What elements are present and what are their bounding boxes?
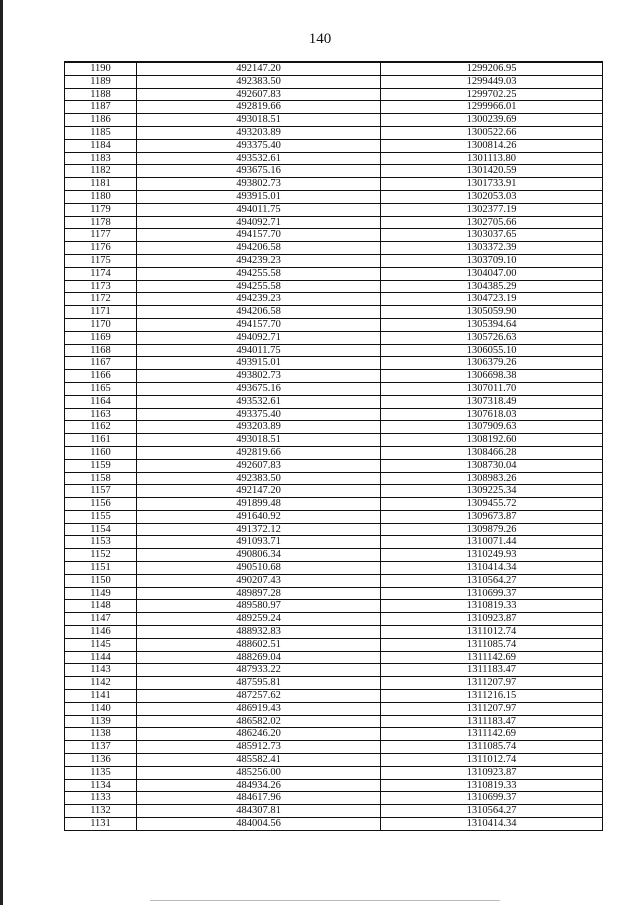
- x-coordinate-cell: 491899.48: [137, 498, 381, 511]
- table-row: [65, 242, 603, 255]
- y-coordinate-cell: 1310819.33: [381, 779, 603, 792]
- x-coordinate-cell: 492383.50: [137, 472, 381, 485]
- point-number-cell: 1182: [65, 165, 137, 178]
- x-coordinate-cell: 489580.97: [137, 600, 381, 613]
- y-coordinate-cell: 1302053.03: [381, 190, 603, 203]
- y-coordinate-cell: 1311085.74: [381, 741, 603, 754]
- point-number-cell: 1151: [65, 562, 137, 575]
- point-number-cell: 1143: [65, 664, 137, 677]
- coordinates-table-body: [65, 62, 603, 830]
- table-row: [65, 229, 603, 242]
- table-row: [65, 254, 603, 267]
- x-coordinate-cell: 492147.20: [137, 485, 381, 498]
- table-row: [65, 280, 603, 293]
- table-row: [65, 446, 603, 459]
- point-number-cell: 1183: [65, 152, 137, 165]
- y-coordinate-cell: 1310564.27: [381, 574, 603, 587]
- point-number-cell: 1155: [65, 510, 137, 523]
- x-coordinate-cell: 492147.20: [137, 62, 381, 75]
- y-coordinate-cell: 1311207.97: [381, 702, 603, 715]
- point-number-cell: 1156: [65, 498, 137, 511]
- point-number-cell: 1154: [65, 523, 137, 536]
- point-number-cell: 1133: [65, 792, 137, 805]
- y-coordinate-cell: 1310071.44: [381, 536, 603, 549]
- point-number-cell: 1172: [65, 293, 137, 306]
- x-coordinate-cell: 493018.51: [137, 434, 381, 447]
- x-coordinate-cell: 486919.43: [137, 702, 381, 715]
- point-number-cell: 1142: [65, 677, 137, 690]
- table-row: [65, 318, 603, 331]
- x-coordinate-cell: 494255.58: [137, 267, 381, 280]
- y-coordinate-cell: 1309673.87: [381, 510, 603, 523]
- table-row: [65, 702, 603, 715]
- point-number-cell: 1163: [65, 408, 137, 421]
- table-row: [65, 114, 603, 127]
- x-coordinate-cell: 494092.71: [137, 331, 381, 344]
- x-coordinate-cell: 494011.75: [137, 203, 381, 216]
- x-coordinate-cell: 493203.89: [137, 126, 381, 139]
- x-coordinate-cell: 484934.26: [137, 779, 381, 792]
- y-coordinate-cell: 1301113.80: [381, 152, 603, 165]
- y-coordinate-cell: 1302377.19: [381, 203, 603, 216]
- table-row: [65, 549, 603, 562]
- x-coordinate-cell: 487933.22: [137, 664, 381, 677]
- y-coordinate-cell: 1299449.03: [381, 75, 603, 88]
- x-coordinate-cell: 493203.89: [137, 421, 381, 434]
- point-number-cell: 1139: [65, 715, 137, 728]
- point-number-cell: 1158: [65, 472, 137, 485]
- y-coordinate-cell: 1310923.87: [381, 613, 603, 626]
- x-coordinate-cell: 493802.73: [137, 370, 381, 383]
- y-coordinate-cell: 1311183.47: [381, 664, 603, 677]
- table-row: [65, 536, 603, 549]
- x-coordinate-cell: 487257.62: [137, 690, 381, 703]
- point-number-cell: 1175: [65, 254, 137, 267]
- table-row: [65, 792, 603, 805]
- x-coordinate-cell: 494206.58: [137, 306, 381, 319]
- x-coordinate-cell: 492607.83: [137, 88, 381, 101]
- table-row: [65, 741, 603, 754]
- y-coordinate-cell: 1299702.25: [381, 88, 603, 101]
- scan-left-edge: [0, 0, 3, 905]
- x-coordinate-cell: 487595.81: [137, 677, 381, 690]
- x-coordinate-cell: 493675.16: [137, 165, 381, 178]
- y-coordinate-cell: 1308466.28: [381, 446, 603, 459]
- y-coordinate-cell: 1310414.34: [381, 818, 603, 831]
- point-number-cell: 1181: [65, 178, 137, 191]
- point-number-cell: 1164: [65, 395, 137, 408]
- table-row: [65, 293, 603, 306]
- table-row: [65, 395, 603, 408]
- point-number-cell: 1186: [65, 114, 137, 127]
- point-number-cell: 1138: [65, 728, 137, 741]
- y-coordinate-cell: 1303372.39: [381, 242, 603, 255]
- x-coordinate-cell: 493675.16: [137, 382, 381, 395]
- point-number-cell: 1176: [65, 242, 137, 255]
- x-coordinate-cell: 493375.40: [137, 139, 381, 152]
- table-row: [65, 421, 603, 434]
- point-number-cell: 1145: [65, 638, 137, 651]
- x-coordinate-cell: 490806.34: [137, 549, 381, 562]
- x-coordinate-cell: 493375.40: [137, 408, 381, 421]
- y-coordinate-cell: 1311012.74: [381, 754, 603, 767]
- y-coordinate-cell: 1300239.69: [381, 114, 603, 127]
- y-coordinate-cell: 1311216.15: [381, 690, 603, 703]
- point-number-cell: 1190: [65, 62, 137, 75]
- point-number-cell: 1187: [65, 101, 137, 114]
- point-number-cell: 1157: [65, 485, 137, 498]
- y-coordinate-cell: 1306379.26: [381, 357, 603, 370]
- point-number-cell: 1185: [65, 126, 137, 139]
- y-coordinate-cell: 1311085.74: [381, 638, 603, 651]
- table-row: [65, 357, 603, 370]
- y-coordinate-cell: 1308983.26: [381, 472, 603, 485]
- point-number-cell: 1184: [65, 139, 137, 152]
- table-row: [65, 62, 603, 75]
- point-number-cell: 1141: [65, 690, 137, 703]
- point-number-cell: 1188: [65, 88, 137, 101]
- table-row: [65, 690, 603, 703]
- y-coordinate-cell: 1311142.69: [381, 651, 603, 664]
- point-number-cell: 1161: [65, 434, 137, 447]
- y-coordinate-cell: 1310923.87: [381, 766, 603, 779]
- point-number-cell: 1178: [65, 216, 137, 229]
- x-coordinate-cell: 486246.20: [137, 728, 381, 741]
- table-row: [65, 638, 603, 651]
- y-coordinate-cell: 1309879.26: [381, 523, 603, 536]
- point-number-cell: 1140: [65, 702, 137, 715]
- point-number-cell: 1132: [65, 805, 137, 818]
- x-coordinate-cell: 485582.41: [137, 754, 381, 767]
- table-row: [65, 664, 603, 677]
- y-coordinate-cell: 1304385.29: [381, 280, 603, 293]
- table-row: [65, 178, 603, 191]
- x-coordinate-cell: 490510.68: [137, 562, 381, 575]
- table-row: [65, 805, 603, 818]
- table-row: [65, 651, 603, 664]
- table-row: [65, 766, 603, 779]
- x-coordinate-cell: 490207.43: [137, 574, 381, 587]
- point-number-cell: 1174: [65, 267, 137, 280]
- x-coordinate-cell: 488932.83: [137, 626, 381, 639]
- x-coordinate-cell: 494206.58: [137, 242, 381, 255]
- x-coordinate-cell: 484004.56: [137, 818, 381, 831]
- x-coordinate-cell: 493802.73: [137, 178, 381, 191]
- y-coordinate-cell: 1301420.59: [381, 165, 603, 178]
- x-coordinate-cell: 494092.71: [137, 216, 381, 229]
- y-coordinate-cell: 1306055.10: [381, 344, 603, 357]
- y-coordinate-cell: 1307011.70: [381, 382, 603, 395]
- y-coordinate-cell: 1307618.03: [381, 408, 603, 421]
- point-number-cell: 1177: [65, 229, 137, 242]
- point-number-cell: 1135: [65, 766, 137, 779]
- point-number-cell: 1149: [65, 587, 137, 600]
- table-row: [65, 677, 603, 690]
- y-coordinate-cell: 1301733.91: [381, 178, 603, 191]
- table-row: [65, 344, 603, 357]
- x-coordinate-cell: 489259.24: [137, 613, 381, 626]
- table-row: [65, 139, 603, 152]
- table-row: [65, 152, 603, 165]
- point-number-cell: 1189: [65, 75, 137, 88]
- y-coordinate-cell: 1311142.69: [381, 728, 603, 741]
- x-coordinate-cell: 494011.75: [137, 344, 381, 357]
- x-coordinate-cell: 485256.00: [137, 766, 381, 779]
- y-coordinate-cell: 1304723.19: [381, 293, 603, 306]
- table-row: [65, 459, 603, 472]
- coordinates-table: [64, 61, 603, 831]
- table-row: [65, 613, 603, 626]
- point-number-cell: 1170: [65, 318, 137, 331]
- x-coordinate-cell: 494157.70: [137, 318, 381, 331]
- point-number-cell: 1180: [65, 190, 137, 203]
- table-row: [65, 216, 603, 229]
- y-coordinate-cell: 1308730.04: [381, 459, 603, 472]
- table-row: [65, 600, 603, 613]
- y-coordinate-cell: 1310414.34: [381, 562, 603, 575]
- x-coordinate-cell: 494239.23: [137, 254, 381, 267]
- table-row: [65, 267, 603, 280]
- point-number-cell: 1162: [65, 421, 137, 434]
- x-coordinate-cell: 486582.02: [137, 715, 381, 728]
- x-coordinate-cell: 484307.81: [137, 805, 381, 818]
- y-coordinate-cell: 1311012.74: [381, 626, 603, 639]
- table-row: [65, 75, 603, 88]
- y-coordinate-cell: 1307318.49: [381, 395, 603, 408]
- bottom-scan-line: [150, 900, 500, 901]
- y-coordinate-cell: 1308192.60: [381, 434, 603, 447]
- x-coordinate-cell: 494157.70: [137, 229, 381, 242]
- x-coordinate-cell: 484617.96: [137, 792, 381, 805]
- point-number-cell: 1173: [65, 280, 137, 293]
- x-coordinate-cell: 489897.28: [137, 587, 381, 600]
- table-row: [65, 728, 603, 741]
- y-coordinate-cell: 1303037.65: [381, 229, 603, 242]
- y-coordinate-cell: 1310249.93: [381, 549, 603, 562]
- point-number-cell: 1159: [65, 459, 137, 472]
- point-number-cell: 1165: [65, 382, 137, 395]
- y-coordinate-cell: 1310819.33: [381, 600, 603, 613]
- table-row: [65, 715, 603, 728]
- y-coordinate-cell: 1309225.34: [381, 485, 603, 498]
- point-number-cell: 1147: [65, 613, 137, 626]
- table-row: [65, 523, 603, 536]
- x-coordinate-cell: 492383.50: [137, 75, 381, 88]
- y-coordinate-cell: 1307909.63: [381, 421, 603, 434]
- table-row: [65, 306, 603, 319]
- point-number-cell: 1146: [65, 626, 137, 639]
- table-row: [65, 818, 603, 831]
- table-row: [65, 779, 603, 792]
- y-coordinate-cell: 1310699.37: [381, 792, 603, 805]
- table-row: [65, 472, 603, 485]
- point-number-cell: 1137: [65, 741, 137, 754]
- point-number-cell: 1167: [65, 357, 137, 370]
- point-number-cell: 1152: [65, 549, 137, 562]
- point-number-cell: 1153: [65, 536, 137, 549]
- point-number-cell: 1144: [65, 651, 137, 664]
- point-number-cell: 1166: [65, 370, 137, 383]
- x-coordinate-cell: 488269.04: [137, 651, 381, 664]
- x-coordinate-cell: 493915.01: [137, 190, 381, 203]
- y-coordinate-cell: 1305059.90: [381, 306, 603, 319]
- point-number-cell: 1160: [65, 446, 137, 459]
- y-coordinate-cell: 1304047.00: [381, 267, 603, 280]
- y-coordinate-cell: 1300522.66: [381, 126, 603, 139]
- table-row: [65, 88, 603, 101]
- x-coordinate-cell: 493018.51: [137, 114, 381, 127]
- x-coordinate-cell: 494255.58: [137, 280, 381, 293]
- y-coordinate-cell: 1305394.64: [381, 318, 603, 331]
- x-coordinate-cell: 491640.92: [137, 510, 381, 523]
- point-number-cell: 1179: [65, 203, 137, 216]
- table-row: [65, 190, 603, 203]
- point-number-cell: 1150: [65, 574, 137, 587]
- point-number-cell: 1148: [65, 600, 137, 613]
- y-coordinate-cell: 1302705.66: [381, 216, 603, 229]
- x-coordinate-cell: 485912.73: [137, 741, 381, 754]
- table-row: [65, 101, 603, 114]
- table-row: [65, 331, 603, 344]
- y-coordinate-cell: 1310564.27: [381, 805, 603, 818]
- table-row: [65, 626, 603, 639]
- x-coordinate-cell: 493532.61: [137, 152, 381, 165]
- table-row: [65, 370, 603, 383]
- y-coordinate-cell: 1306698.38: [381, 370, 603, 383]
- x-coordinate-cell: 494239.23: [137, 293, 381, 306]
- point-number-cell: 1131: [65, 818, 137, 831]
- table-row: [65, 587, 603, 600]
- point-number-cell: 1171: [65, 306, 137, 319]
- y-coordinate-cell: 1309455.72: [381, 498, 603, 511]
- y-coordinate-cell: 1303709.10: [381, 254, 603, 267]
- y-coordinate-cell: 1305726.63: [381, 331, 603, 344]
- table-row: [65, 510, 603, 523]
- table-row: [65, 485, 603, 498]
- table-row: [65, 408, 603, 421]
- x-coordinate-cell: 491372.12: [137, 523, 381, 536]
- x-coordinate-cell: 491093.71: [137, 536, 381, 549]
- table-row: [65, 754, 603, 767]
- x-coordinate-cell: 492607.83: [137, 459, 381, 472]
- y-coordinate-cell: 1311183.47: [381, 715, 603, 728]
- x-coordinate-cell: 493532.61: [137, 395, 381, 408]
- y-coordinate-cell: 1311207.97: [381, 677, 603, 690]
- y-coordinate-cell: 1300814.26: [381, 139, 603, 152]
- y-coordinate-cell: 1299206.95: [381, 62, 603, 75]
- point-number-cell: 1169: [65, 331, 137, 344]
- table-row: [65, 562, 603, 575]
- table-row: [65, 498, 603, 511]
- table-row: [65, 126, 603, 139]
- table-row: [65, 165, 603, 178]
- table-row: [65, 203, 603, 216]
- point-number-cell: 1134: [65, 779, 137, 792]
- page-number: 140: [308, 31, 332, 47]
- x-coordinate-cell: 492819.66: [137, 101, 381, 114]
- x-coordinate-cell: 493915.01: [137, 357, 381, 370]
- y-coordinate-cell: 1310699.37: [381, 587, 603, 600]
- table-row: [65, 434, 603, 447]
- point-number-cell: 1136: [65, 754, 137, 767]
- table-row: [65, 574, 603, 587]
- y-coordinate-cell: 1299966.01: [381, 101, 603, 114]
- x-coordinate-cell: 488602.51: [137, 638, 381, 651]
- x-coordinate-cell: 492819.66: [137, 446, 381, 459]
- point-number-cell: 1168: [65, 344, 137, 357]
- table-row: [65, 382, 603, 395]
